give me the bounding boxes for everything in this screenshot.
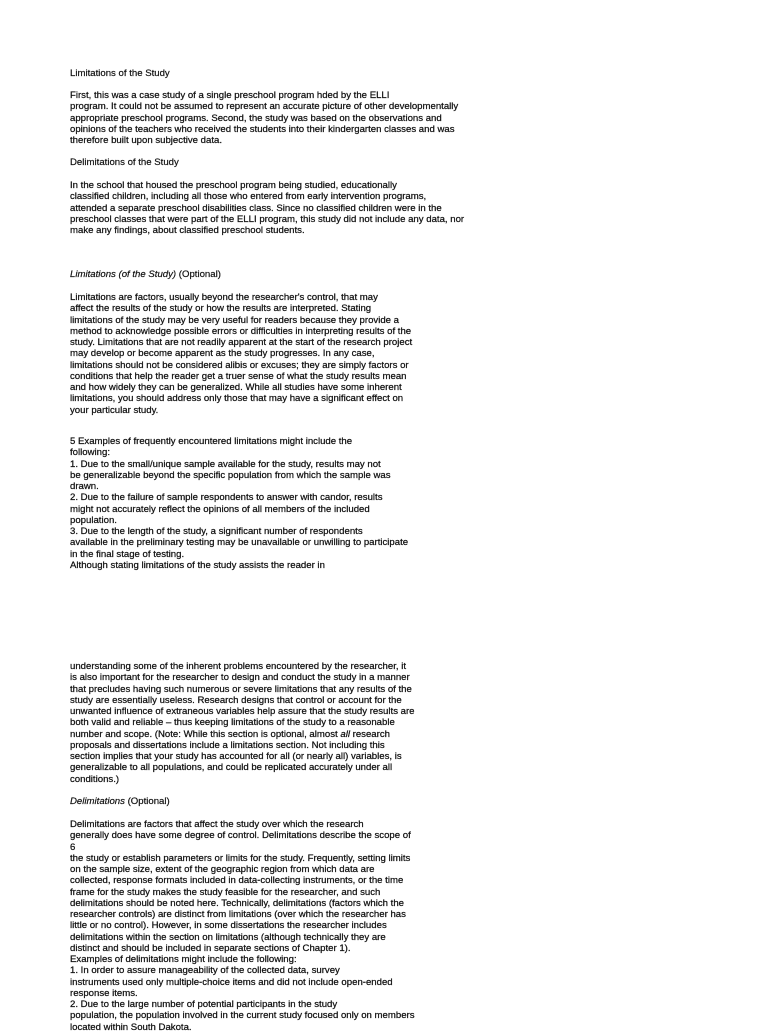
text-line: Although stating limitations of the study assists the reader in <box>70 559 325 571</box>
text-line: study are essentially useless. Research designs that control or account for the <box>70 694 402 706</box>
text-line: be generalizable beyond the specific population from which the sample was <box>70 469 391 481</box>
text-line: Delimitations are factors that affect the study over which the research <box>70 819 364 830</box>
list-item: 2. Due to the failure of sample respondents to answer with candor, results <box>70 492 383 504</box>
text-line: generalizable to all populations, and could be replicated accurately under all <box>70 762 393 774</box>
optional-limitations-heading: Limitations (of the Study) (Optional) <box>70 269 221 280</box>
text-line: generally does have some degree of control. Delimitations describe the scope of <box>70 830 411 842</box>
text-line: the study or establish parameters or limits for the study. Frequently, setting limits <box>70 852 411 864</box>
continuation-paragraph <box>70 661 530 785</box>
delimitations-heading: Delimitations of the Study <box>70 157 179 168</box>
text-line: First, this was a case study of a single preschool program hded by the ELLI <box>70 90 390 101</box>
text-line: might not accurately reflect the opinions of all members of the included <box>70 503 370 515</box>
text-line: is also important for the researcher to design and conduct the study in a manner <box>70 672 410 684</box>
text-line: program. It could not be assumed to represent an accurate picture of other developmentally <box>70 101 459 113</box>
text-line: appropriate preschool programs. Second, the study was based on the observations and <box>70 112 442 124</box>
text-line: preschool classes that were part of the ELLI program, this study did not include any data, nor <box>70 213 465 225</box>
text-line: method to acknowledge possible errors or difficulties in interpreting results of the <box>70 325 412 337</box>
text-line: In the school that housed the preschool program being studied, educationally <box>70 180 397 191</box>
text-line: frame for the study makes the study feasible for the researcher, and such <box>70 886 381 898</box>
text-line: classified children, including all those who entered from early intervention programs, <box>70 191 427 203</box>
text-line: available in the preliminary testing may be unavailable or unwilling to participate <box>70 537 409 549</box>
text-line: limitations should not be considered alibis or excuses; they are simply factors or <box>70 359 409 371</box>
text-line: conditions that help the reader get a truer sense of what the study results mean <box>70 370 407 382</box>
text-line: delimitations should be noted here. Technically, delimitations (factors which the <box>70 897 405 909</box>
optional-delimitations-heading: Delimitations (Optional) <box>70 796 170 807</box>
text-line: limitations, you should address only those that may have a significant effect on <box>70 393 404 405</box>
text-line: affect the results of the study or how the results are interpreted. Stating <box>70 303 372 315</box>
optional-limitations-paragraph <box>70 292 530 416</box>
text-line: population, the population involved in the current study focused only on members <box>70 1010 415 1022</box>
text-line: following: <box>70 447 110 459</box>
text-line: delimitations within the section on limitations (although technically they are <box>70 931 386 943</box>
text-line: collected, response formats included in data-collecting instruments, or the time <box>70 875 404 887</box>
text-line: both valid and reliable – thus keeping limitations of the study to a reasonable <box>70 717 395 729</box>
text-line: instruments used only multiple-choice items and did not include open-ended <box>70 976 393 988</box>
list-item: 2. Due to the large number of potential participants in the study <box>70 999 338 1010</box>
text-line: response items. <box>70 987 138 999</box>
text-line: 5 Examples of frequently encountered limitations might include the <box>70 436 353 447</box>
list-item: 1. In order to assure manageability of the collected data, survey <box>70 965 340 977</box>
examples-list <box>70 436 530 571</box>
text-line: distinct and should be included in separate sections of Chapter 1). <box>70 942 351 954</box>
text-line: therefore built upon subjective data. <box>70 135 223 146</box>
limitations-paragraph <box>70 90 530 146</box>
text-line: located within South Dakota. <box>70 1021 192 1033</box>
text-line: limitations of the study may be very useful for readers because they provide a <box>70 314 400 326</box>
text-line: proposals and dissertations include a limitations section. Not including this <box>70 739 385 751</box>
text-line: attended a separate preschool disabilities class. Since no classified children were in the <box>70 202 442 214</box>
text-line: opinions of the teachers who received the students into their kindergarten classes and was <box>70 123 455 135</box>
text-line: drawn. <box>70 481 99 492</box>
page-number: 6 <box>70 841 76 853</box>
text-line: Examples of delimitations might include the following: <box>70 954 297 965</box>
delimitations-paragraph <box>70 180 530 236</box>
text-line: that precludes having such numerous or severe limitations that any results of the <box>70 683 412 695</box>
text-line: number and scope. (Note: While this section is optional, almost all research <box>70 728 390 740</box>
text-line: Limitations are factors, usually beyond the researcher's control, that may <box>70 292 378 303</box>
text-line: researcher controls) are distinct from limitations (over which the researcher has <box>70 909 406 920</box>
text-line: on the sample size, extent of the geographic region from which data are <box>70 864 375 875</box>
text-line: may develop or become apparent as the study progresses. In any case, <box>70 348 375 360</box>
text-line: conditions.) <box>70 773 120 785</box>
list-item: 1. Due to the small/unique sample available for the study, results may not <box>70 458 381 470</box>
text-line: understanding some of the inherent problems encountered by the researcher, it <box>70 661 406 672</box>
text-line: in the final stage of testing. <box>70 548 185 560</box>
optional-delimitations-paragraph <box>70 819 530 1033</box>
list-item: 3. Due to the length of the study, a significant number of respondents <box>70 526 363 537</box>
text-line: little or no control). However, in some dissertations the researcher includes <box>70 920 387 932</box>
text-line: study. Limitations that are not readily apparent at the start of the research project <box>70 337 413 348</box>
text-line: section implies that your study has accounted for all (or nearly all) variables, is <box>70 751 402 762</box>
text-line: make any findings, about classified preschool students. <box>70 225 305 236</box>
text-line: population. <box>70 514 117 526</box>
text-line: and how widely they can be generalized. While all studies have some inherent <box>70 382 402 393</box>
limitations-heading: Limitations of the Study <box>70 68 170 79</box>
text-line: unwanted influence of extraneous variables help assure that the study results are <box>70 706 415 717</box>
text-line: your particular study. <box>70 404 159 416</box>
